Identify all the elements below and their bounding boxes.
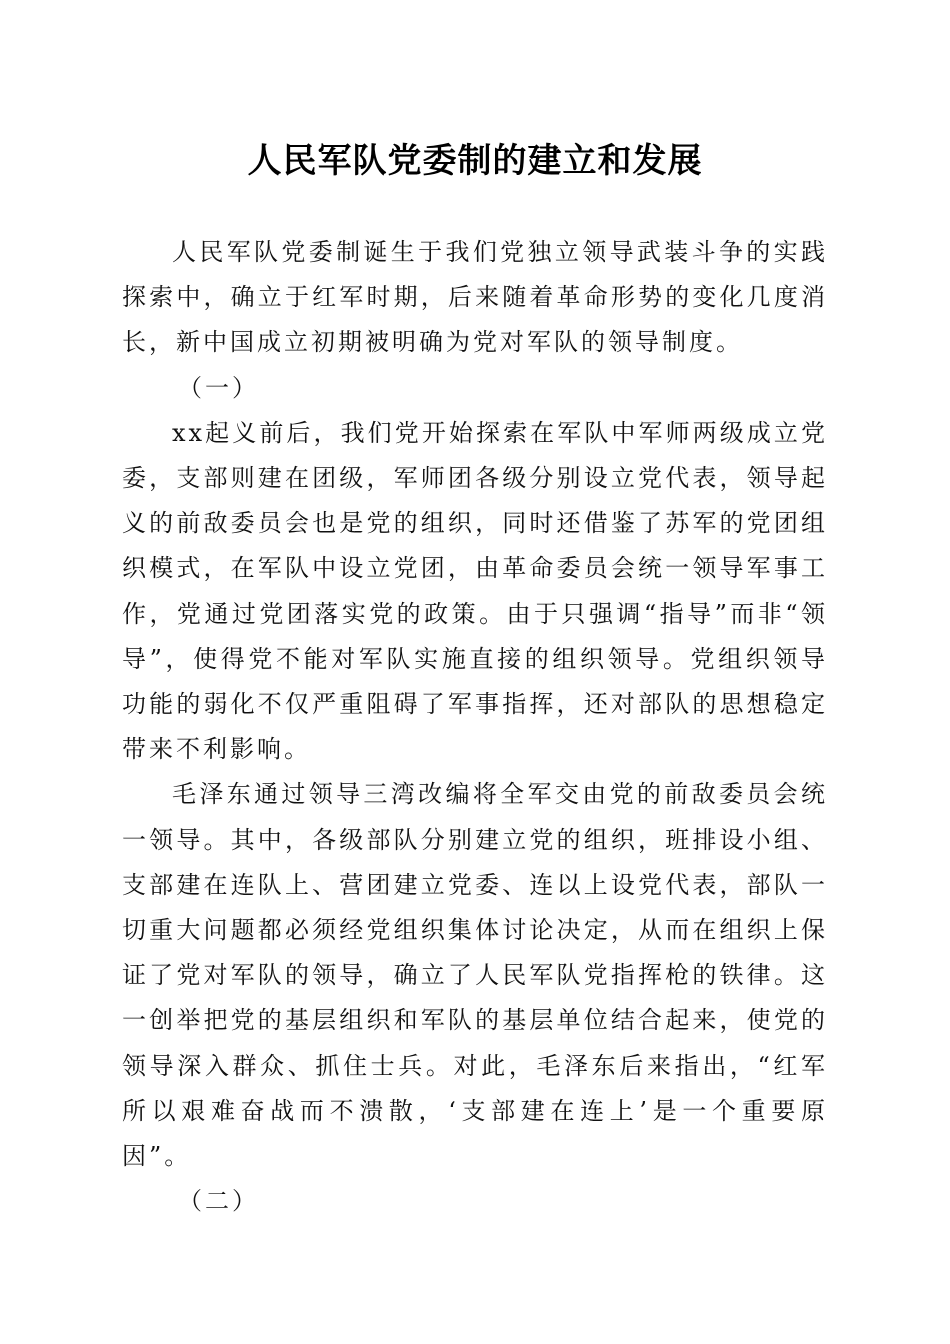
paragraph-intro: 人民军队党委制诞生于我们党独立领导武装斗争的实践探索中，确立于红军时期，后来随着革命形势的变化几度消长，新中国成立初期被明确为党对军队的领导制度。 — [122, 238, 828, 357]
section-heading-1: （一） — [178, 373, 259, 402]
section-heading-2: （二） — [178, 1187, 259, 1216]
document-title: 人民军队党委制的建立和发展 — [247, 141, 703, 181]
document-body — [122, 230, 828, 1224]
paragraph-section-1a: xx起义前后，我们党开始探索在军队中军师两级成立党委，支部则建在团级，军师团各级分别设立党代表，领导起义的前敌委员会也是党的组织，同时还借鉴了苏军的党团组织模式，在军队中设立党团，由革命委员会统一领导军事工作，党通过党团落实党的政策。由于只强调“指导”而非“领导”，使得党不能对军队实施直接的组织领导。党组织领导功能的弱化不仅严重阻碍了军事指挥，还对部队的思想稳定带来不利影响。 — [122, 418, 828, 764]
paragraph-section-1b: 毛泽东通过领导三湾改编将全军交由党的前敌委员会统一领导。其中，各级部队分别建立党的组织，班排设小组、支部建在连队上、营团建立党委、连以上设党代表，部队一切重大问题都必须经党组织集体讨论决定，从而在组织上保证了党对军队的领导，确立了人民军队党指挥枪的铁律。这一创举把党的基层组织和军队的基层单位结合起来，使党的领导深入群众、抓住士兵。对此，毛泽东后来指出，“红军所以艰难奋战而不溃散，‘支部建在连上’是一个重要原因”。 — [122, 780, 828, 1171]
